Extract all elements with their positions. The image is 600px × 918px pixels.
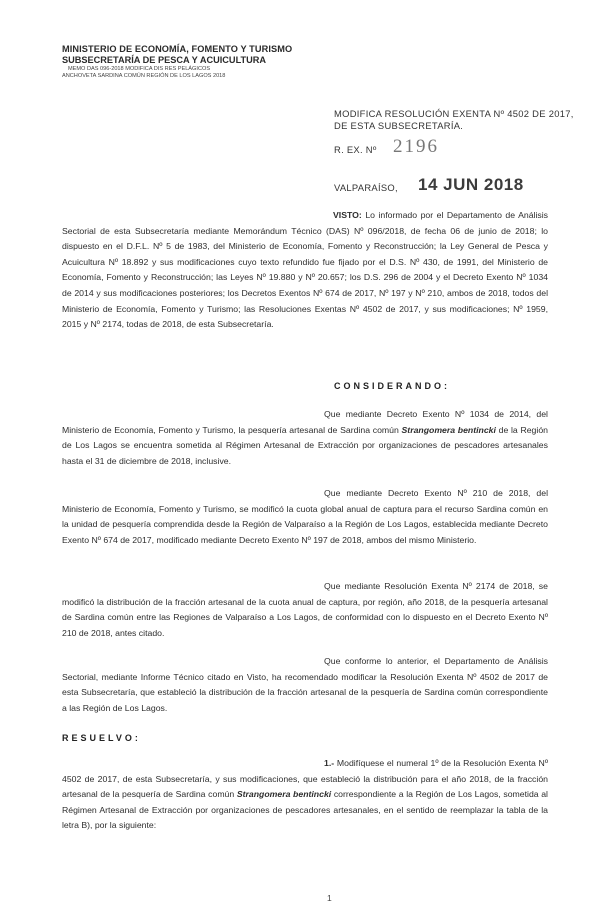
rex-number-stamp: 2196 (393, 136, 439, 157)
resuelvo-p1-text: Modifíquese el numeral 1º de la Resolución Exenta Nº 4502 de 2017, de esta Subsecretaría, y sus modificaciones, que estableció la distribución para el año 2018, de la fracción artesanal de la pesquería de Sardina común (62, 758, 549, 800)
considerando-p1-text: Que mediante Decreto Exento Nº 1034 de 2014, del Ministerio de Economía, Fomento y Turismo, la pesquería artesanal de Sardina común (62, 409, 548, 435)
visto-label: VISTO: (333, 210, 362, 220)
date-stamp: 14 JUN 2018 (418, 175, 524, 194)
subject-line-2: DE ESTA SUBSECRETARÍA. (334, 120, 464, 131)
city-label: VALPARAÍSO, (334, 182, 398, 193)
memo-reference: MEMO DAS 096-2018 MODIFICA DIS RES PELÁGICOS (68, 66, 211, 72)
considerando-paragraph-3: Que mediante Resolución Exenta Nº 2174 de 2018, se modificó la distribución de la fracción artesanal de la cuota anual de captura, por región, año 2018, de la pesquería artesanal de Sardina común entre las Regiones de Valparaíso a Los Lagos, de conformidad con lo dispuesto en el Decreto Exento Nº 210 de 2018, antes citado. (62, 581, 548, 638)
considerando-heading: CONSIDERANDO: (334, 381, 451, 391)
considerando-p1-text-end: de la Región de Los Lagos se encuentra sometida al Régimen Artesanal de Extracción por organizaciones de pescadores artesanales hasta el 31 de diciembre de 2018, inclusive. (62, 424, 548, 466)
subsecretaria-name: SUBSECRETARÍA DE PESCA Y ACUICULTURA (62, 55, 267, 65)
considerando-paragraph-1 (62, 407, 548, 469)
considerando-paragraph-4: Que conforme lo anterior, el Departamento de Análisis Sectorial, mediante Informe Técnico citado en Visto, ha recomendado modificar la Resolución Exenta Nº 4502 de 2017 de esta Subsecretaría, que estableció la distribución de la fracción artesanal de la pesquería de Sardina común correspondiente a las Región de Los Lagos. (62, 656, 548, 713)
resolution-subject (334, 108, 574, 132)
annex-reference: ANCHOVETA SARDINA COMÚN REGIÓN DE LOS LAGOS 2018 (62, 73, 226, 79)
subject-line-1: MODIFICA RESOLUCIÓN EXENTA Nº 4502 DE 2017, (334, 108, 574, 119)
ministry-name: MINISTERIO DE ECONOMÍA, FOMENTO Y TURISMO (62, 44, 293, 54)
visto-paragraph (62, 208, 548, 333)
letterhead (62, 44, 292, 80)
resuelvo-p1-text-end: correspondiente a la Región de Los Lagos, sometida al Régimen Artesanal de Extracción por organizaciones de pescadores artesanales, en el sentido de reemplazar la tabla de la letra B), por la siguiente: (62, 789, 548, 831)
resuelvo-item-number: 1.- (324, 758, 335, 768)
species-name: Strangomera bentincki (401, 424, 496, 435)
species-name: Strangomera bentincki (236, 789, 332, 800)
considerando-paragraph-2: Que mediante Decreto Exento Nº 210 de 2018, del Ministerio de Economía, Fomento y Turismo, se modificó la cuota global anual de captura para el recurso Sardina común en la unidad de pesquería comprendida desde la Región de Valparaíso a la Región de Los Lagos, establecida mediante Decreto Exento Nº 674 de 2017, modificado mediante Decreto Exento Nº 197 de 2018, ambos del mismo Ministerio. (62, 488, 548, 545)
rex-label: R. EX. Nº (334, 144, 377, 155)
page-number: 1 (327, 893, 332, 903)
resuelvo-paragraph-1 (62, 756, 548, 834)
visto-text: Lo informado por el Departamento de Análisis Sectorial de esta Subsecretaría mediante Memorándum Técnico (DAS) Nº 096/2018, de fecha 06 de junio de 2018; lo dispuesto en el D.F.L. Nº 5 de 1983, del Ministerio de Economía, Fomento y Reconstrucción; la Ley General de Pesca y Acuicultura Nº 18.892 y sus modificaciones cuyo texto refundido fue fijado por el D.S. Nº 430, de 1991, del Ministerio de Economía, Fomento y Reconstrucción; las Leyes Nº 19.880 y Nº 20.657; los D.S. 296 de 2004 y el Decreto Exento Nº 1034 de 2014 y sus modificaciones posteriores; los Decretos Exentos Nº 674 de 2017, Nº 197 y Nº 210, ambos de 2018, todos del Ministerio de Economía, Fomento y Turismo; las Resoluciones Exentas Nº 4502 de 2017, y sus modificaciones; Nº 1959, 2015 y Nº 2174, todas de 2018, de esta Subsecretaría. (62, 210, 549, 330)
resuelvo-heading: RESUELVO: (62, 733, 141, 743)
